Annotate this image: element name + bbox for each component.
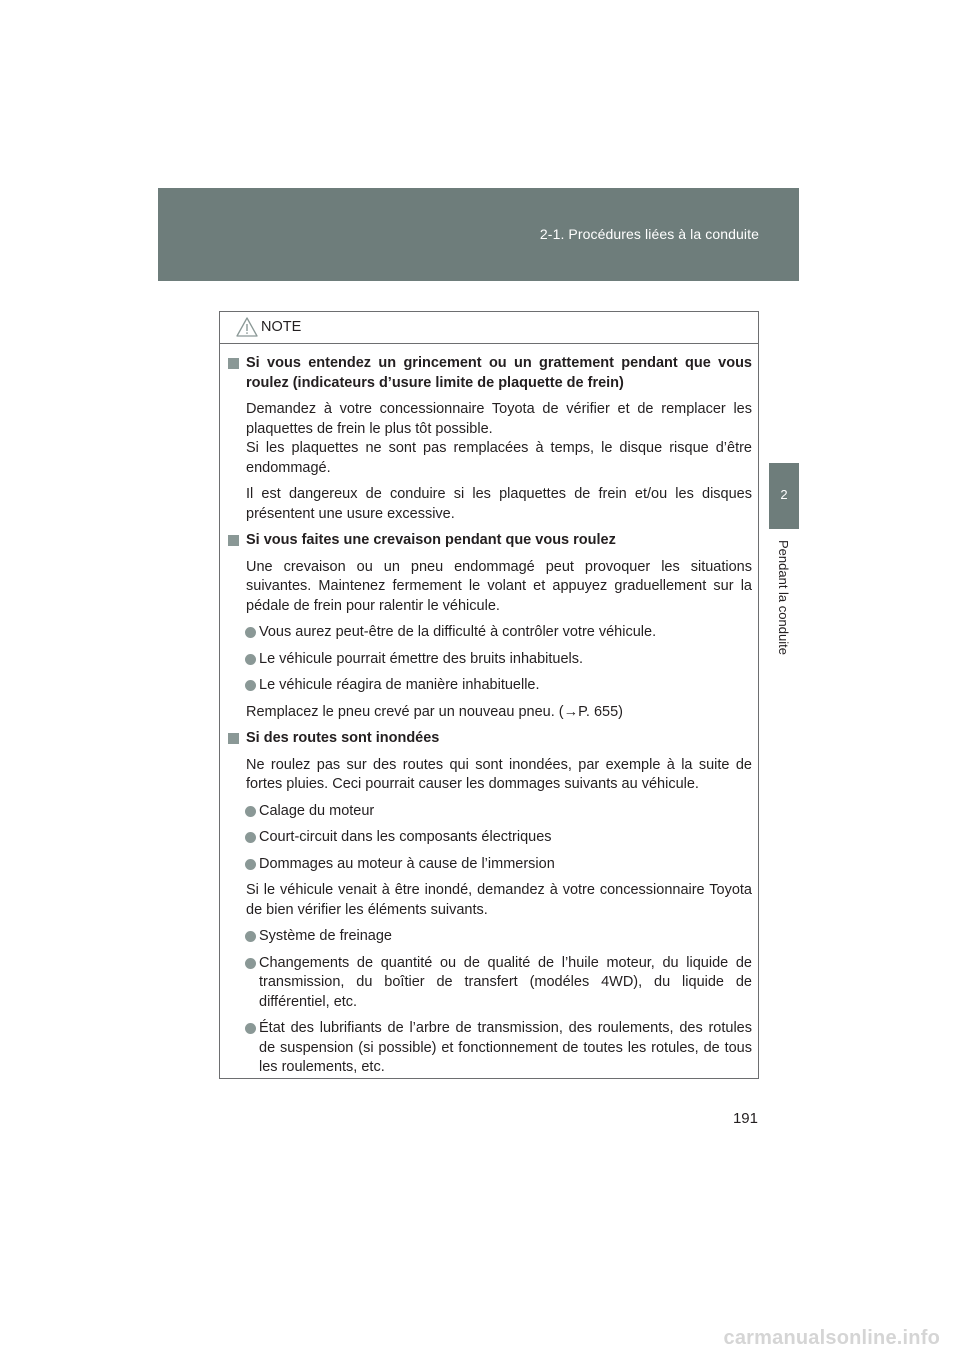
section-title: 2-1. Procédures liées à la conduite [539, 226, 759, 242]
list-item: Système de freinage [226, 927, 752, 947]
round-bullet-icon [245, 958, 256, 969]
note-body [220, 344, 758, 1078]
note-box [219, 311, 759, 1079]
section-heading: Si vous faites une crevaison pendant que vous roulez [226, 531, 752, 551]
list-item: Dommages au moteur à cause de l’immersion [226, 855, 752, 875]
list-item: Court-circuit dans les composants électriques [226, 828, 752, 848]
watermark: carmanualsonline.info [723, 1327, 940, 1349]
list-item: État des lubrifiants de l’arbre de transmission, des roulements, des rotules de suspension (si possible) et fonctionnement de toutes les rotules, de tous les roulements, etc. [226, 1019, 752, 1078]
round-bullet-icon [245, 1023, 256, 1034]
round-bullet-icon [245, 627, 256, 638]
warning-triangle-icon [236, 317, 258, 337]
list-item: Le véhicule pourrait émettre des bruits inhabituels. [226, 650, 752, 670]
list-item: Changements de quantité ou de qualité de l’huile moteur, du liquide de transmission, du boîtier de transfert (modéles 4WD), du liquide de différentiel, etc. [226, 954, 752, 1013]
section-heading: Si vous entendez un grincement ou un grattement pendant que vous roulez (indicateurs d’usure limite de plaquette de frein) [226, 354, 752, 393]
round-bullet-icon [245, 654, 256, 665]
side-tab [769, 463, 799, 529]
square-bullet-icon [228, 733, 239, 744]
round-bullet-icon [245, 680, 256, 691]
chapter-label: Pendant la conduite [776, 540, 791, 655]
page-number: 191 [732, 1110, 758, 1127]
paragraph: Une crevaison ou un pneu endommagé peut provoquer les situations suivantes. Maintenez fermement le volant et appuyez graduellement sur la pédale de frein pour ralentir le véhicule. [246, 558, 752, 614]
header-band [158, 188, 799, 281]
note-title: NOTE [261, 319, 302, 335]
list-item: Le véhicule réagira de manière inhabituelle. [226, 676, 752, 696]
round-bullet-icon [245, 806, 256, 817]
round-bullet-icon [245, 859, 256, 870]
paragraph: Demandez à votre concessionnaire Toyota de vérifier et de remplacer les plaquettes de frein le plus tôt possible. [246, 401, 752, 437]
paragraph: Remplacez le pneu crevé par un nouveau pneu. (→P. 655) [246, 703, 623, 720]
section-heading: Si des routes sont inondées [226, 729, 752, 749]
paragraph: Si les plaquettes ne sont pas remplacées à temps, le disque risque d’être endommagé. [246, 440, 752, 476]
note-header [220, 312, 758, 344]
list-item: Vous aurez peut-être de la difficulté à contrôler votre véhicule. [226, 623, 752, 643]
round-bullet-icon [245, 832, 256, 843]
square-bullet-icon [228, 358, 239, 369]
chapter-number: 2 [780, 487, 788, 502]
square-bullet-icon [228, 535, 239, 546]
paragraph: Si le véhicule venait à être inondé, demandez à votre concessionnaire Toyota de bien vérifier les éléments suivants. [246, 882, 752, 918]
paragraph: Ne roulez pas sur des routes qui sont inondées, par exemple à la suite de fortes pluies. Ceci pourrait causer les dommages suivants au véhicule. [246, 756, 752, 792]
paragraph: Il est dangereux de conduire si les plaquettes de frein et/ou les disques présentent une usure excessive. [246, 486, 752, 522]
round-bullet-icon [245, 931, 256, 942]
list-item: Calage du moteur [226, 802, 752, 822]
